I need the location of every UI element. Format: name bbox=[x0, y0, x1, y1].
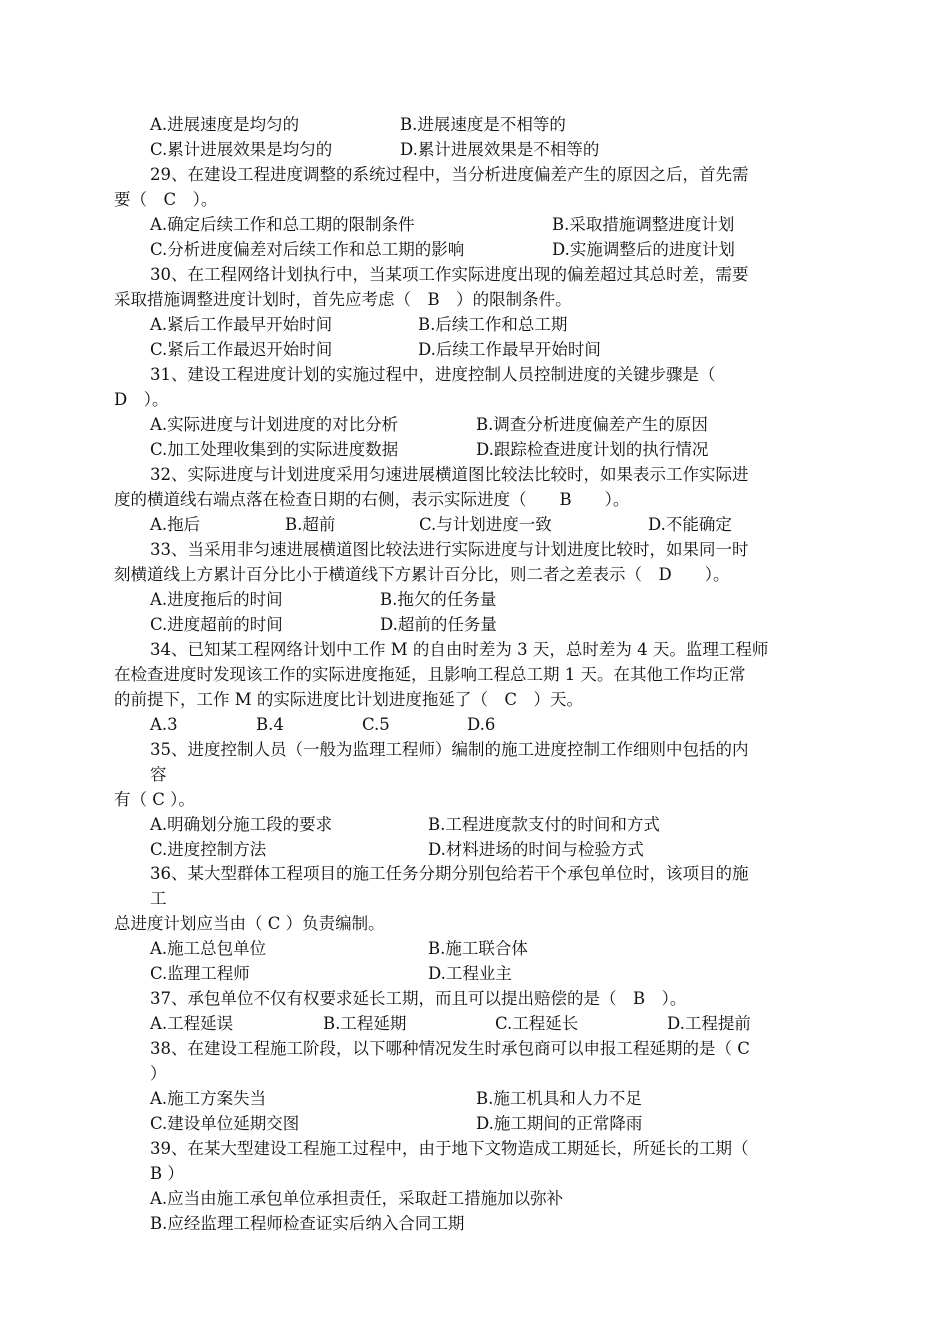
q29-option-c: C.分析进度偏差对后续工作和总工期的影响 bbox=[150, 240, 465, 259]
q31-stem-line1: 31、建设工程进度计划的实施过程中，进度控制人员控制进度的关键步骤是（ bbox=[150, 365, 716, 384]
q39-stem-line1: 39、在某大型建设工程施工过程中，由于地下文物造成工期延长，所延长的工期（ bbox=[150, 1139, 749, 1158]
q35-option-d: D.材料进场的时间与检验方式 bbox=[428, 840, 644, 859]
q31-option-d: D.跟踪检查进度计划的执行情况 bbox=[476, 440, 709, 459]
q36-option-c: C.监理工程师 bbox=[150, 964, 250, 983]
q35-stem-line2: 容 bbox=[150, 765, 167, 784]
q33-stem-line1: 33、当采用非匀速进展横道图比较法进行实际进度与计划进度比较时，如果同一时 bbox=[150, 540, 749, 559]
q35-option-b: B.工程进度款支付的时间和方式 bbox=[428, 815, 660, 834]
q37-option-b: B.工程延期 bbox=[323, 1014, 407, 1033]
q33-option-d: D.超前的任务量 bbox=[380, 615, 497, 634]
q30-option-a: A.紧后工作最早开始时间 bbox=[150, 315, 333, 334]
q38-option-c: C.建设单位延期交图 bbox=[150, 1114, 300, 1133]
q32-option-b: B.超前 bbox=[285, 515, 336, 534]
q30-stem-line2: 采取措施调整进度计划时，首先应考虑（ B ）的限制条件。 bbox=[114, 290, 572, 309]
q37-option-c: C.工程延长 bbox=[495, 1014, 579, 1033]
q30-option-c: C.紧后工作最迟开始时间 bbox=[150, 340, 333, 359]
q31-stem-line2: D ）。 bbox=[114, 390, 169, 409]
q34-option-c: C.5 bbox=[362, 715, 390, 734]
q30-stem-line1: 30、在工程网络计划执行中，当某项工作实际进度出现的偏差超过其总时差，需要 bbox=[150, 265, 749, 284]
q32-stem-line2: 度的横道线右端点落在检查日期的右侧，表示实际进度（ B ）。 bbox=[114, 490, 630, 509]
q28-option-b: B.进展速度是不相等的 bbox=[400, 115, 566, 134]
q28-option-a: A.进展速度是均匀的 bbox=[150, 115, 300, 134]
q29-stem-line2: 要（ C ）。 bbox=[114, 190, 218, 209]
q34-option-a: A.3 bbox=[150, 715, 178, 734]
q36-option-d: D.工程业主 bbox=[428, 964, 512, 983]
q38-stem-line2: ） bbox=[150, 1064, 167, 1083]
q37-option-d: D.工程提前 bbox=[667, 1014, 751, 1033]
q35-stem-line3: 有（ C ）。 bbox=[114, 790, 195, 809]
q36-stem-line2: 工 bbox=[150, 889, 167, 908]
q32-option-d: D.不能确定 bbox=[648, 515, 732, 534]
q29-stem-line1: 29、在建设工程进度调整的系统过程中，当分析进度偏差产生的原因之后，首先需 bbox=[150, 165, 749, 184]
q38-option-a: A.施工方案失当 bbox=[150, 1089, 267, 1108]
q36-stem-line3: 总进度计划应当由（ C ）负责编制。 bbox=[114, 914, 385, 933]
q29-option-a: A.确定后续工作和总工期的限制条件 bbox=[150, 215, 415, 234]
q32-stem-line1: 32、实际进度与计划进度采用匀速进展横道图比较法比较时，如果表示工作实际进 bbox=[150, 465, 749, 484]
q39-stem-line2: B ） bbox=[150, 1164, 184, 1183]
q34-option-b: B.4 bbox=[256, 715, 284, 734]
q31-option-a: A.实际进度与计划进度的对比分析 bbox=[150, 415, 399, 434]
q32-option-a: A.拖后 bbox=[150, 515, 201, 534]
q38-option-b: B.施工机具和人力不足 bbox=[476, 1089, 642, 1108]
q31-option-c: C.加工处理收集到的实际进度数据 bbox=[150, 440, 399, 459]
q35-option-c: C.进度控制方法 bbox=[150, 840, 267, 859]
q31-option-b: B.调查分析进度偏差产生的原因 bbox=[476, 415, 708, 434]
q32-option-c: C.与计划进度一致 bbox=[419, 515, 552, 534]
q34-stem-line2: 在检查进度时发现该工作的实际进度拖延，且影响工程总工期 1 天。在其他工作均正常 bbox=[114, 665, 746, 684]
q39-option-a: A.应当由施工承包单位承担责任，采取赶工措施加以弥补 bbox=[150, 1189, 564, 1208]
q36-option-a: A.施工总包单位 bbox=[150, 939, 267, 958]
q30-option-d: D.后续工作最早开始时间 bbox=[418, 340, 601, 359]
q30-option-b: B.后续工作和总工期 bbox=[418, 315, 568, 334]
q35-option-a: A.明确划分施工段的要求 bbox=[150, 815, 333, 834]
q28-option-c: C.累计进展效果是均匀的 bbox=[150, 140, 333, 159]
q34-stem-line3: 的前提下，工作 M 的实际进度比计划进度拖延了（ C ）天。 bbox=[114, 690, 584, 709]
q36-stem-line1: 36、某大型群体工程项目的施工任务分期分别包给若干个承包单位时，该项目的施 bbox=[150, 864, 749, 883]
q34-stem-line1: 34、已知某工程网络计划中工作 M 的自由时差为 3 天，总时差为 4 天。监理工程师 bbox=[150, 640, 769, 659]
q38-stem-line1: 38、在建设工程施工阶段，以下哪种情况发生时承包商可以申报工程延期的是（ C bbox=[150, 1039, 750, 1058]
q29-option-d: D.实施调整后的进度计划 bbox=[552, 240, 735, 259]
q38-option-d: D.施工期间的正常降雨 bbox=[476, 1114, 643, 1133]
q36-option-b: B.施工联合体 bbox=[428, 939, 528, 958]
q34-option-d: D.6 bbox=[467, 715, 496, 734]
q39-option-b: B.应经监理工程师检查证实后纳入合同工期 bbox=[150, 1214, 465, 1233]
q37-stem-line1: 37、承包单位不仅有权要求延长工期，而且可以提出赔偿的是（ B ）。 bbox=[150, 989, 687, 1008]
q33-option-a: A.进度拖后的时间 bbox=[150, 590, 283, 609]
q29-option-b: B.采取措施调整进度计划 bbox=[552, 215, 735, 234]
q33-option-b: B.拖欠的任务量 bbox=[380, 590, 497, 609]
q33-stem-line2: 刻横道线上方累计百分比小于横道线下方累计百分比，则二者之差表示（ D ）。 bbox=[114, 565, 730, 584]
q28-option-d: D.累计进展效果是不相等的 bbox=[400, 140, 600, 159]
q33-option-c: C.进度超前的时间 bbox=[150, 615, 283, 634]
q37-option-a: A.工程延误 bbox=[150, 1014, 234, 1033]
q35-stem-line1: 35、进度控制人员（一般为监理工程师）编制的施工进度控制工作细则中包括的内 bbox=[150, 740, 749, 759]
